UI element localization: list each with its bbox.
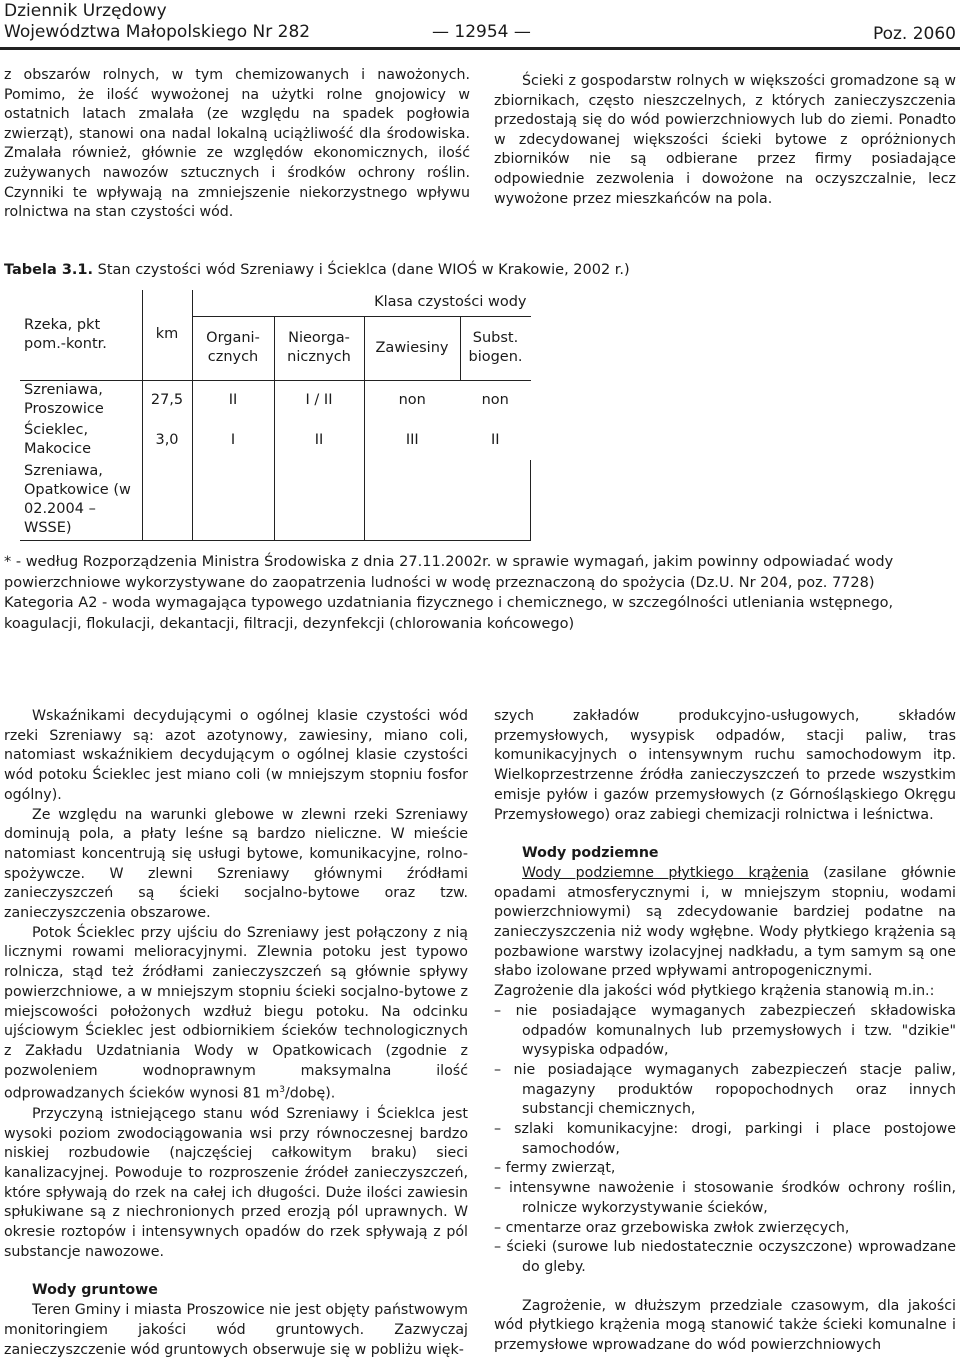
underlined-term: Wody podziemne płytkiego krążenia [522, 864, 809, 881]
paragraph: Zagrożenie dla jakości wód płytkiego krążenia stanowią m.in.: [494, 983, 935, 1000]
list-item: – szlaki komunikacyjne: drogi, parkingi i place postojowe samochodów, [494, 1121, 956, 1157]
cell-inorganic [274, 460, 364, 540]
cell-biogenic: II [490, 431, 500, 448]
list-item: – nie posiadające wymaganych zabezpieczeń stacje paliw, magazyny produktów ropopochodnych oraz innych substancji chemicznych, [494, 1061, 956, 1118]
cell-km: 27,5 [142, 380, 192, 420]
footnote: * - według Rozporządzenia Ministra Środowiska z dnia 27.11.2002r. w sprawie wymagań, jakim powinny odpowiadać wody powierzchniowe wykorzystywane do zaopatrzenia ludności w wodę przeznaczoną do spożycia (Dz.U. Nr 204, poz. 7728) [4, 554, 894, 591]
paragraph: Teren Gminy i miasta Proszowice nie jest objęty państwowym monitoringiem jakości wód gruntowych. Zazwyczaj zanieczyszczenie wód gruntowych obserwuje się w pobliżu więk- [4, 1302, 468, 1358]
paragraph: Ścieki z gospodarstw rolnych w większości gromadzone są w zbiornikach, często nieszczelnych, z których zanieczyszczenia przedostają się do wód powierzchniowych lub do ziemi. Ponadto w zdecydowanej większości ścieki bytowe z opróżnionych zbiorników nie są odbierane przez firmy posiadające odpowiednie zezwolenia i dowożone na oczyszczalnie, lecz wywożone przez mieszkańców na pola. [494, 73, 956, 207]
paragraph: Przyczyną istniejącego stanu wód Szreniawy i Ścieklca jest wysoki poziom zwodociągowania wsi przy równoczesnej bardzo niskiej rozbudowie (najczęściej całkowitym braku) sieci kanalizacyjnej. Powoduje to rozproszenie źródeł zanieczyszczeń, które spływają do rzek na całej ich długości. Duże ilości zawiesin spłukiwane są z niechronionych przed erozją pól uprawnych. W okresie roztopów i intensywnych opadów do rzek spływają z pól substancje nawozowe. [4, 1105, 468, 1260]
cell-organic: II [192, 380, 274, 420]
cell-suspended: III [405, 431, 419, 448]
page-number: — 12954 — [432, 22, 531, 42]
journal-title: Dziennik Urzędowy [4, 1, 167, 21]
cell-organic [192, 460, 274, 540]
list-item: – fermy zwierząt, [494, 1160, 616, 1177]
water-quality-table [20, 290, 531, 541]
cell-inorganic: II [274, 420, 364, 460]
paragraph: szych zakładów produkcyjno-usługowych, składów przemysłowych, wysypisk odpadów, stacji paliw, tras komunikacyjnych o intensywnym ruchu samochodowym itp. Wielkoprzestrzenne źródła zanieczyszczeń to przede wszystkim emisje pyłów i gazów przemysłowych (z Górnośląskiego Okręgu Przemysłowego) oraz zabiegi chemizacji rolnictwa i leśnictwa. [494, 708, 956, 823]
cell-km [142, 460, 192, 540]
top-left-column [4, 66, 470, 223]
header-class-group: Klasa czystości wody [192, 290, 531, 316]
list-item: – ścieki (surowe lub niedostatecznie oczyszczone) wprowadzane do gleby. [494, 1239, 956, 1275]
cell-point: Szreniawa, Proszowice [20, 380, 142, 420]
cell-inorganic: I / II [274, 380, 364, 420]
cell-km: 3,0 [142, 420, 192, 460]
header-suspended: Zawiesiny [364, 316, 460, 380]
cell-suspended [364, 460, 460, 540]
header-km: km [142, 290, 192, 380]
table-row [20, 380, 531, 420]
table-header-row [20, 290, 531, 316]
category-note: Kategoria A2 - woda wymagająca typowego uzdatniania fizycznego i chemicznego, w szczególności utleniania wstępnego, koagulacji, flokulacji, dekantacji, filtracji, dezynfekcji (chlorowania końcowego) [4, 595, 894, 632]
header-organic: Organi-cznych [192, 316, 274, 380]
list-item: – cmentarze oraz grzebowiska zwłok zwierzęcych, [494, 1219, 850, 1236]
cell-biogenic [460, 460, 531, 540]
cell-organic: I [192, 420, 274, 460]
table-caption-text: Stan czystości wód Szreniawy i Ścieklca (dane WIOŚ w Krakowie, 2002 r.) [93, 262, 630, 278]
list-item: – intensywne nawożenie i stosowanie środków ochrony roślin, rolnicze wykorzystywanie ścieków, [494, 1180, 956, 1216]
table-row [20, 460, 531, 540]
paragraph: Wody podziemne płytkiego krążenia (zasilane głównie opadami atmosferycznymi i, w mniejszym stopniu, wodami powierzchniowymi) są zdecydowanie bardziej podatne na zanieczyszczenia niż wody wgłębne. Wody płytkiego krążenia są pozbawione warstwy izolacyjnej nadkładu, a tym samym są one słabo izolowane przed wpływami antropogenicznymi. [494, 864, 956, 980]
bottom-right-column [494, 707, 956, 1356]
list-item: – nie posiadające wymaganych zabezpieczeń składowiska odpadów komunalnych lub przemysłowych i tzw. "dzikie" wysypiska odpadów, [494, 1002, 956, 1059]
table-row [20, 420, 531, 460]
paragraph: Ze względu na warunki glebowe w zlewni rzeki Szreniawy dominują pola, a płaty leśne są bardzo nieliczne. W mieście natomiast koncentrują się usługi bytowe, komunikacyjne, rolno-spożywcze. W zlewni Szreniawy głównymi źródłami zanieczyszczeń są ścieki socjalno-bytowe oraz tzw. zanieczyszczenia obszarowe. [4, 806, 468, 922]
journal-issue: Województwa Małopolskiego Nr 282 [4, 22, 311, 42]
cell-point: Ścieklec, Makocice [20, 420, 142, 460]
table-caption [4, 262, 630, 278]
cell-suspended: non [398, 391, 426, 408]
page-header [0, 0, 960, 48]
paragraph: z obszarów rolnych, w tym chemizowanych i nawożonych. Pomimo, że ilość wywożonej na użytki rolne gnojowicy w ostatnich latach zmalała (ze względu na spadek pogłowia zwierząt), stanowi ona nadal lokalną uciążliwość dla środowiska. Zmalała również, głównie ze względów ekonomicznych, ilość zużywanych nawozów sztucznych i środków ochrony roślin. Czynniki te wpływają na zmniejszenie niekorzystnego wpływu rolnictwa na stan czystości wód. [4, 67, 470, 221]
section-heading: Wody podziemne [522, 845, 659, 862]
header-rule [0, 47, 960, 50]
header-biogenic: Subst. biogen. [460, 316, 531, 380]
bottom-left-column [4, 707, 468, 1360]
section-heading: Wody gruntowe [32, 1282, 158, 1299]
cell-biogenic: non [481, 391, 509, 408]
paragraph: Potok Ścieklec przy ujściu do Szreniawy jest połączony z nią licznymi rowami melioracyjnymi. Zlewnia potoku jest typowo rolnicza, stąd też źródłami zanieczyszczeń są głównie spływy powierzchniowe, a w mniejszym stopniu ścieki socjalno-bytowe z miejscowości położonych wzdłuż biegu potoku. Na odcinku ujściowym Ścieklec jest odbiornikiem ścieków technologicznych z Zakładu Uzdatniania Wody w Opatkowicach (zgodnie z pozwoleniem wodnoprawnym maksymalna ilość odprowadzanych ścieków wynosi 81 $m^3/dobę$). [4, 924, 468, 1103]
cell-point: Szreniawa, Opatkowice (w 02.2004 – WSSE) [20, 460, 142, 540]
top-right-column [494, 72, 956, 209]
position-number: Poz. 2060 [872, 24, 956, 44]
header-inorganic: Nieorga-nicznych [274, 316, 364, 380]
table-notes [4, 552, 956, 634]
header-river: Rzeka, pkt pom.-kontr. [20, 290, 142, 380]
paragraph: Zagrożenie, w dłuższym przedziale czasowym, dla jakości wód płytkiego krążenia mogą stanowić także ścieki komunalne i przemysłowe wprowadzane do wód powierzchniowych [494, 1297, 956, 1354]
paragraph: Wskaźnikami decydującymi o ogólnej klasie czystości wód rzeki Szreniawy są: azot azotynowy, zawiesiny, miano coli, natomiast wskaźnikiem decydującym o ogólnej klasie czystości wód potoku Ścieklec jest miano coli (w mniejszym stopniu fosfor ogólny). [4, 708, 468, 803]
table-caption-label: Tabela 3.1. [4, 262, 94, 278]
